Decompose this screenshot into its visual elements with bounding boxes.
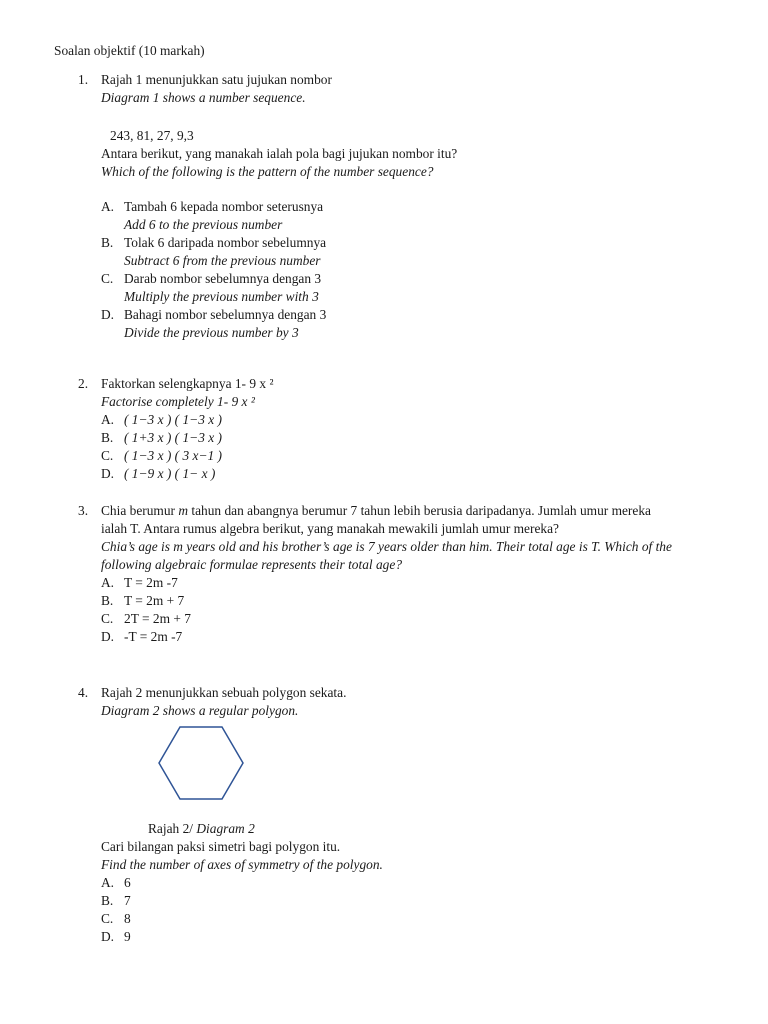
option-letter: B. — [101, 430, 114, 445]
diagram-2 — [101, 720, 698, 820]
option-letter: A. — [101, 575, 115, 590]
question-text-ms — [101, 502, 678, 538]
option-text-en: Divide the previous number by 3 — [124, 325, 299, 340]
option-letter: C. — [101, 271, 114, 286]
question-text-part: tahun dan abangnya berumur 7 tahun lebih berusia daripadanya. Jumlah umur mereka ialah T. Antara rumus algebra berikut, yang manakah mewakili jumlah umur mereka? — [101, 503, 651, 536]
number-sequence: 243, 81, 27, 9,3 — [110, 128, 194, 143]
option-b — [101, 892, 698, 910]
option-b — [101, 429, 698, 447]
option-text-en: Add 6 to the previous number — [124, 217, 283, 232]
question-number: 2. — [78, 376, 89, 391]
option-letter: A. — [101, 412, 115, 427]
caption-en: Diagram 2 — [196, 821, 255, 836]
option-text-ms: Tambah 6 kepada nombor seterusnya — [124, 199, 324, 214]
option-letter: B. — [101, 235, 114, 250]
option-text-en: Subtract 6 from the previous number — [124, 253, 321, 268]
option-text-en: Multiply the previous number with 3 — [124, 289, 319, 304]
option-a — [101, 198, 698, 234]
question-text-ms: Rajah 1 menunjukkan satu jujukan nombor — [101, 72, 332, 87]
option-letter: B. — [101, 893, 114, 908]
diagram-caption — [148, 820, 698, 838]
question-text-ms: Antara berikut, yang manakah ialah pola bagi jujukan nombor itu? — [101, 146, 458, 161]
option-letter: A. — [101, 199, 115, 214]
option-letter: C. — [101, 448, 114, 463]
section-title: Soalan objektif (10 markah) — [54, 43, 205, 58]
option-text: 9 — [124, 929, 131, 944]
option-text-ms: Bahagi nombor sebelumnya dengan 3 — [124, 307, 327, 322]
question-text-en: Factorise completely 1- 9 x ² — [101, 394, 255, 409]
option-text: T = 2m + 7 — [124, 593, 185, 608]
variable-m: m — [178, 503, 189, 518]
question-3 — [78, 502, 678, 646]
question-text-en: Diagram 2 shows a regular polygon. — [101, 703, 299, 718]
option-letter: C. — [101, 611, 114, 626]
question-text-ms: Rajah 2 menunjukkan sebuah polygon sekata. — [101, 685, 347, 700]
question-number: 4. — [78, 685, 89, 700]
option-letter: D. — [101, 929, 115, 944]
option-d — [101, 928, 698, 946]
option-letter: D. — [101, 307, 115, 322]
option-letter: C. — [101, 911, 114, 926]
question-number: 1. — [78, 72, 89, 87]
option-text-ms: Tolak 6 daripada nombor sebelumnya — [124, 235, 327, 250]
option-b — [101, 592, 678, 610]
option-d — [101, 465, 698, 483]
caption-ms: Rajah 2/ — [148, 821, 197, 836]
question-text-en: Chia’s age is m years old and his brother’s age is 7 years older than him. Their total age is T. Which of the following algebraic formulae represents their total age? — [101, 539, 672, 572]
option-d — [101, 628, 678, 646]
option-text: ( 1+3 x ) ( 1−3 x ) — [124, 430, 223, 445]
option-b — [101, 234, 698, 270]
option-letter: A. — [101, 875, 115, 890]
option-text: ( 1−3 x ) ( 3 x−1 ) — [124, 448, 223, 463]
option-a — [101, 411, 698, 429]
question-text-en: Which of the following is the pattern of the number sequence? — [101, 164, 434, 179]
option-a — [101, 574, 678, 592]
option-letter: B. — [101, 593, 114, 608]
question-text-part: Chia berumur — [101, 503, 179, 518]
option-text-ms: Darab nombor sebelumnya dengan 3 — [124, 271, 322, 286]
question-text-ms: Faktorkan selengkapnya 1- 9 x ² — [101, 376, 274, 391]
option-text: 8 — [124, 911, 131, 926]
option-letter: D. — [101, 629, 115, 644]
question-text-ms: Cari bilangan paksi simetri bagi polygon itu. — [101, 839, 341, 854]
option-text: 6 — [124, 875, 131, 890]
question-4 — [78, 684, 698, 946]
option-a — [101, 874, 698, 892]
option-c — [101, 447, 698, 465]
hexagon-shape — [158, 725, 248, 805]
option-letter: D. — [101, 466, 115, 481]
question-2 — [78, 375, 698, 483]
option-text: ( 1−3 x ) ( 1−3 x ) — [124, 412, 223, 427]
option-c — [101, 610, 678, 628]
question-1 — [78, 71, 698, 342]
option-c — [101, 270, 698, 306]
option-text: 2T = 2m + 7 — [124, 611, 191, 626]
question-number: 3. — [78, 503, 89, 518]
option-c — [101, 910, 698, 928]
option-text: ( 1−9 x ) ( 1− x ) — [124, 466, 216, 481]
option-text: T = 2m -7 — [124, 575, 178, 590]
option-d — [101, 306, 698, 342]
question-text-en: Diagram 1 shows a number sequence. — [101, 90, 306, 105]
question-text-en: Find the number of axes of symmetry of the polygon. — [101, 857, 383, 872]
option-text: -T = 2m -7 — [124, 629, 183, 644]
option-text: 7 — [124, 893, 131, 908]
